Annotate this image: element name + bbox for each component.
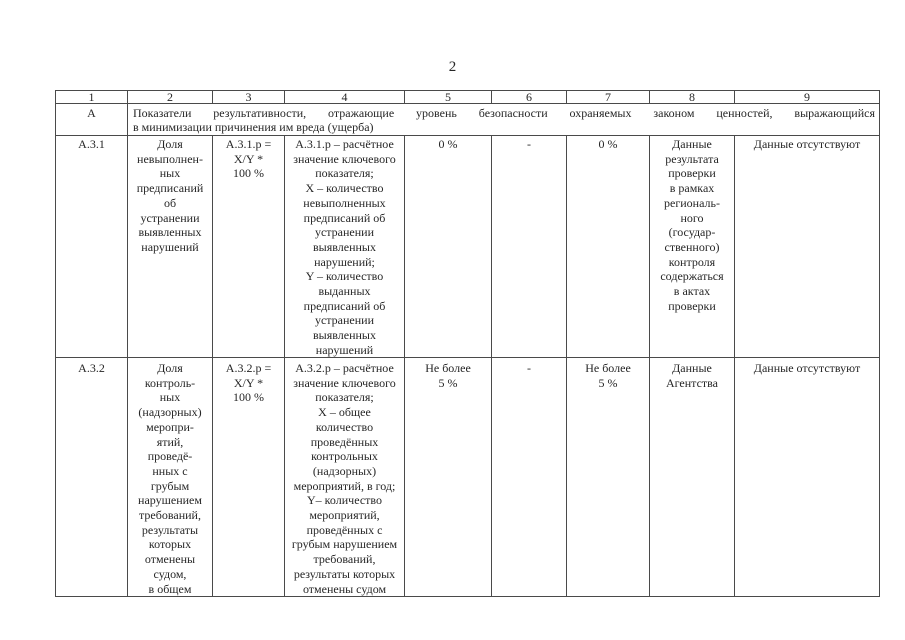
row-2-col-7-cell: Не более 5 % — [567, 358, 650, 597]
column-number-7: 7 — [567, 91, 650, 104]
row-2-col-5-cell: Не более 5 % — [405, 358, 492, 597]
row-2-formula-description-cell: А.3.2.р – расчётное значение ключевого показателя; X – общее количество проведённых контрольных (надзорных) мероприятий, в год; Y– количество мероприятий, проведённых с грубым нарушением требований, результаты которых отменены судом — [285, 358, 405, 597]
row-1-col-9-cell: Данные отсутствуют — [735, 136, 880, 358]
row-1-formula-description-cell: А.3.1.р – расчётное значение ключевого показателя; X – количество невыполненных предписаний об устранении выявленных нарушений; Y – количество выданных предписаний об устранении выявленных нарушений — [285, 136, 405, 358]
column-number-3: 3 — [213, 91, 285, 104]
row-1-code-cell: А.3.1 — [56, 136, 128, 358]
row-2-col-9-cell: Данные отсутствуют — [735, 358, 880, 597]
row-2-code-cell: А.3.2 — [56, 358, 128, 597]
row-1-source-cell: Данные результата проверки в рамках региональ- ного (государ- ственного) контроля содержаться в актах проверки — [650, 136, 735, 358]
section-title-line-2: в минимизации причинения им вреда (ущерба) — [133, 120, 374, 134]
row-1-indicator-cell: Доля невыполнен- ных предписаний об устранении выявленных нарушений — [128, 136, 213, 358]
column-number-2: 2 — [128, 91, 213, 104]
section-title-line-1: Показатели результативности, отражающие уровень безопасности охраняемых законом ценностей, выражающийся — [133, 106, 875, 120]
row-2-indicator-cell: Доля контроль- ных (надзорных) меропри- ятий, проведё- нных с грубым нарушением требований, результаты которых отменены судом, в общем — [128, 358, 213, 597]
section-title — [128, 104, 880, 136]
column-number-5: 5 — [405, 91, 492, 104]
indicators-table — [55, 90, 880, 597]
column-number-1: 1 — [56, 91, 128, 104]
column-number-9: 9 — [735, 91, 880, 104]
row-1-col-5-cell: 0 % — [405, 136, 492, 358]
row-1-col-7-cell: 0 % — [567, 136, 650, 358]
column-number-4: 4 — [285, 91, 405, 104]
row-2-col-6-cell: - — [492, 358, 567, 597]
column-number-6: 6 — [492, 91, 567, 104]
row-1-formula-cell: А.3.1.р = X/Y * 100 % — [213, 136, 285, 358]
row-1-col-6-cell: - — [492, 136, 567, 358]
column-number-8: 8 — [650, 91, 735, 104]
row-2-source-cell: Данные Агентства — [650, 358, 735, 597]
section-code: А — [56, 104, 128, 136]
page-number: 2 — [448, 59, 457, 75]
row-2-formula-cell: А.3.2.р = X/Y * 100 % — [213, 358, 285, 597]
